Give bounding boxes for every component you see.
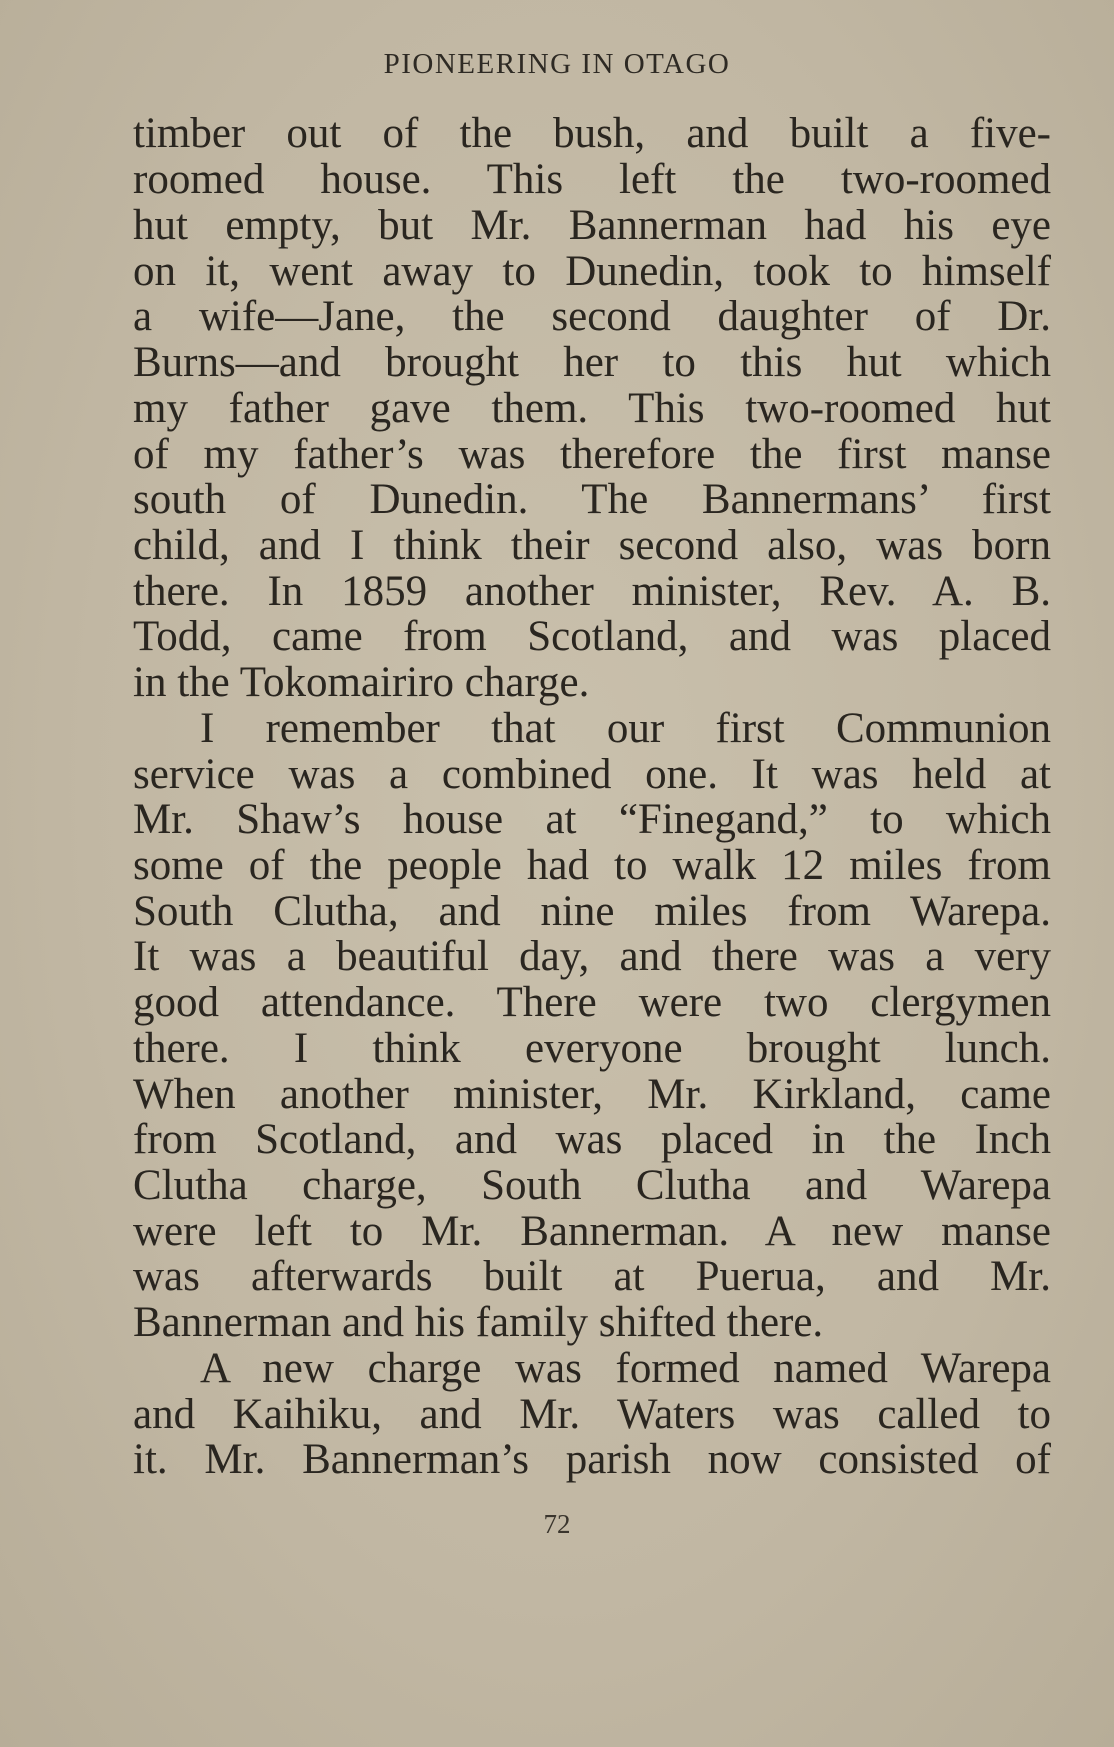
text-line: were left to Mr. Bannerman. A new manse xyxy=(133,1208,1051,1255)
text-line-paragraph-start: A new charge was formed named Warepa xyxy=(200,1345,1051,1392)
text-line: Clutha charge, South Clutha and Warepa xyxy=(133,1162,1051,1209)
text-line: a wife—Jane, the second daughter of Dr. xyxy=(133,293,1051,340)
text-line: south of Dunedin. The Bannermans’ first xyxy=(133,476,1051,523)
text-line: South Clutha, and nine miles from Warepa. xyxy=(133,888,1051,935)
text-line: hut empty, but Mr. Bannerman had his eye xyxy=(133,202,1051,249)
text-line-paragraph-start: I remember that our first Communion xyxy=(200,705,1051,752)
text-line: was afterwards built at Puerua, and Mr. xyxy=(133,1253,1051,1300)
page-number: 72 xyxy=(543,1509,571,1539)
text-line: from Scotland, and was placed in the Inch xyxy=(133,1116,1051,1163)
text-line: in the Tokomairiro charge. xyxy=(133,659,590,706)
text-line: service was a combined one. It was held at xyxy=(133,751,1051,798)
text-line: It was a beautiful day, and there was a very xyxy=(133,933,1051,980)
text-line: it. Mr. Bannerman’s parish now consisted of xyxy=(133,1436,1051,1483)
text-line: some of the people had to walk 12 miles from xyxy=(133,842,1051,889)
text-line: child, and I think their second also, was born xyxy=(133,522,1051,569)
text-line: my father gave them. This two-roomed hut xyxy=(133,385,1051,432)
text-line: When another minister, Mr. Kirkland, came xyxy=(133,1071,1051,1118)
text-line: there. I think everyone brought lunch. xyxy=(133,1025,1051,1072)
text-line: of my father’s was therefore the first manse xyxy=(133,431,1051,478)
running-title: PIONEERING IN OTAGO xyxy=(383,48,731,80)
text-line: on it, went away to Dunedin, took to himself xyxy=(133,248,1051,295)
text-line: timber out of the bush, and built a five- xyxy=(133,110,1051,157)
text-line: there. In 1859 another minister, Rev. A. B. xyxy=(133,568,1051,615)
text-line: Burns—and brought her to this hut which xyxy=(133,339,1051,386)
text-line: and Kaihiku, and Mr. Waters was called to xyxy=(133,1391,1051,1438)
text-line: Todd, came from Scotland, and was placed xyxy=(133,613,1051,660)
text-line: Bannerman and his family shifted there. xyxy=(133,1299,824,1346)
text-line: roomed house. This left the two-roomed xyxy=(133,156,1051,203)
text-line: Mr. Shaw’s house at “Finegand,” to which xyxy=(133,796,1051,843)
text-line: good attendance. There were two clergymen xyxy=(133,979,1051,1026)
